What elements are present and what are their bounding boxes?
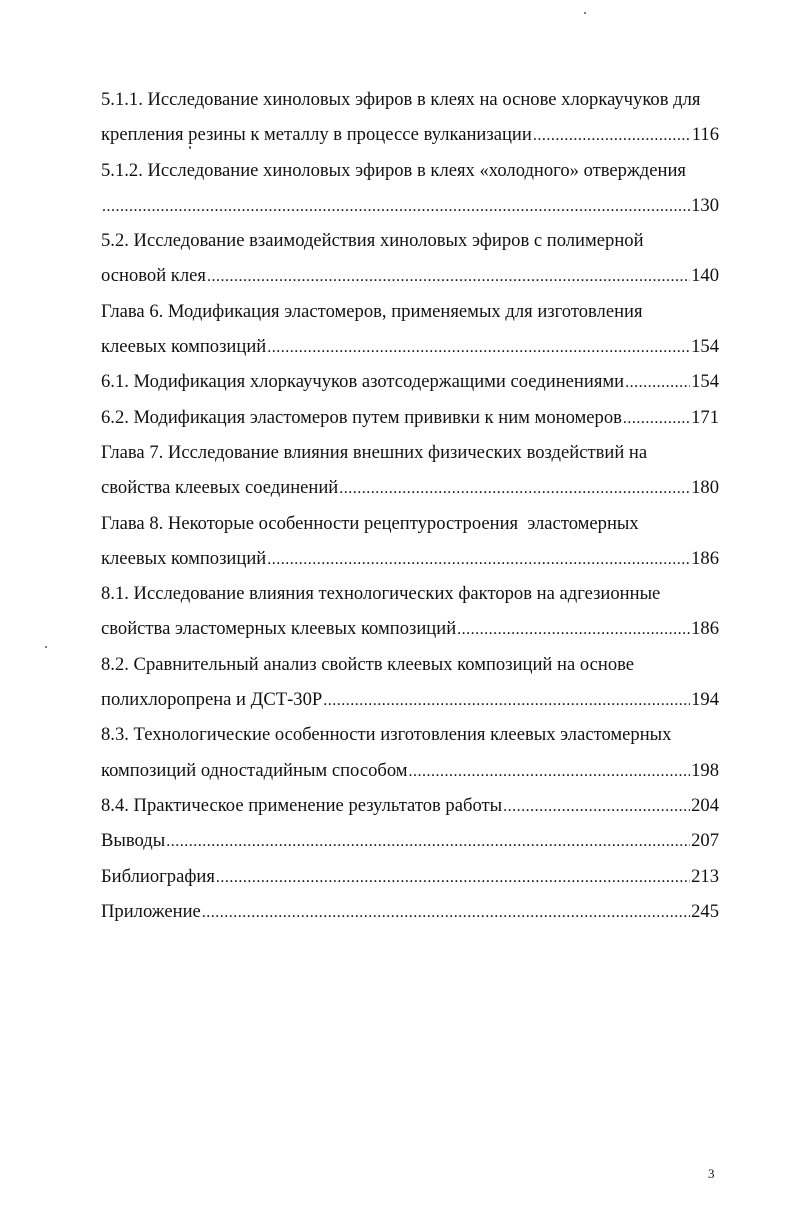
toc-entry-text: Глава 8. Некоторые особенности рецептуростроения эластомерных (101, 512, 639, 534)
toc-entry-text: композиций одностадийным способом (101, 759, 408, 781)
dot-leader (216, 860, 690, 895)
scan-speck (45, 646, 47, 648)
toc-page-number: 213 (691, 865, 719, 887)
dot-leader (457, 612, 690, 647)
dot-leader (202, 895, 690, 930)
toc-line (101, 753, 719, 788)
toc-entry-text: Библиография (101, 865, 215, 887)
toc-page-number: 186 (691, 547, 719, 569)
dot-leader (623, 401, 690, 436)
toc-entry-text: основой клея (101, 265, 206, 287)
toc-line (101, 153, 719, 188)
toc-line (101, 329, 719, 364)
toc-entry-text: 8.4. Практическое применение результатов работы (101, 794, 503, 816)
toc-page-number: 204 (691, 794, 719, 816)
dot-leader (207, 259, 690, 294)
toc-line (101, 894, 719, 929)
toc-line (101, 611, 719, 646)
toc-entry-text: Выводы (101, 830, 166, 852)
toc-line (101, 541, 719, 576)
page-number: 3 (708, 1166, 715, 1181)
toc-entry-text: клеевых композиций (101, 547, 267, 569)
toc-line (101, 82, 719, 117)
toc-page-number: 207 (691, 830, 719, 852)
dot-leader (267, 330, 690, 365)
toc-entry-text: полихлоропрена и ДСТ-30Р (101, 689, 323, 711)
toc-entry-text: 6.1. Модификация хлоркаучуков азотсодержащими соединениями (101, 371, 625, 393)
dot-leader (503, 789, 690, 824)
toc-entry-text: 8.2. Сравнительный анализ свойств клеевых композиций на основе (101, 653, 635, 675)
toc-page-number: 180 (691, 477, 719, 499)
toc-line (101, 823, 719, 858)
toc-line (101, 223, 719, 258)
dot-leader (409, 754, 691, 789)
dot-leader (339, 471, 690, 506)
scan-speck (584, 12, 586, 14)
toc-line (101, 258, 719, 293)
toc-entry-text: 8.3. Технологические особенности изготовления клеевых эластомерных (101, 724, 672, 746)
dot-leader (267, 542, 690, 577)
dot-leader (166, 824, 690, 859)
toc-entry-text: Глава 7. Исследование влияния внешних физических воздействий на (101, 441, 648, 463)
toc-entry-text: 5.1.2. Исследование хиноловых эфиров в клеях «холодного» отверждения (101, 159, 686, 181)
toc-page-number: 130 (691, 194, 719, 216)
toc-line (101, 576, 719, 611)
toc-line (101, 470, 719, 505)
toc-entry-text: 8.1. Исследование влияния технологических факторов на адгезионные (101, 583, 661, 605)
toc-page-number: 171 (691, 406, 719, 428)
toc-line (101, 188, 719, 223)
toc-line (101, 717, 719, 752)
dot-leader (625, 365, 690, 400)
toc-line (101, 788, 719, 823)
toc-page-number: 140 (691, 265, 719, 287)
dot-leader (323, 683, 690, 718)
toc-line (101, 117, 719, 152)
toc-line (101, 647, 719, 682)
toc-line (101, 400, 719, 435)
toc-entry-text: Глава 6. Модификация эластомеров, применяемых для изготовления (101, 300, 643, 322)
toc-line (101, 506, 719, 541)
toc-entry-text: 6.2. Модификация эластомеров путем прививки к ним мономеров (101, 406, 622, 428)
toc-page-number: 154 (691, 336, 719, 358)
toc-page-number: 194 (691, 689, 719, 711)
toc-page-number: 116 (691, 124, 719, 146)
toc-page-number: 245 (691, 900, 719, 922)
toc-line (101, 859, 719, 894)
toc-entry-text: клеевых композиций (101, 336, 267, 358)
toc-page-number: 154 (691, 371, 719, 393)
toc-page-number: 198 (691, 759, 719, 781)
toc-line (101, 435, 719, 470)
toc-line (101, 682, 719, 717)
toc-entry-text: 5.2. Исследование взаимодействия хиноловых эфиров с полимерной (101, 230, 644, 252)
toc-page-number: 186 (691, 618, 719, 640)
dot-leader (102, 189, 690, 224)
toc-entry-text: 5.1.1. Исследование хиноловых эфиров в клеях на основе хлоркаучуков для (101, 89, 701, 110)
toc-line (101, 294, 719, 329)
dot-leader (533, 118, 691, 153)
toc-entry-text: свойства эластомерных клеевых композиций (101, 618, 457, 640)
toc-entry-text: свойства клеевых соединений (101, 477, 339, 499)
toc-line (101, 364, 719, 399)
toc-entry-text: крепления резины к металлу в процессе вулканизации (101, 124, 532, 146)
table-of-contents (101, 82, 719, 929)
toc-entry-text: Приложение (101, 900, 201, 922)
